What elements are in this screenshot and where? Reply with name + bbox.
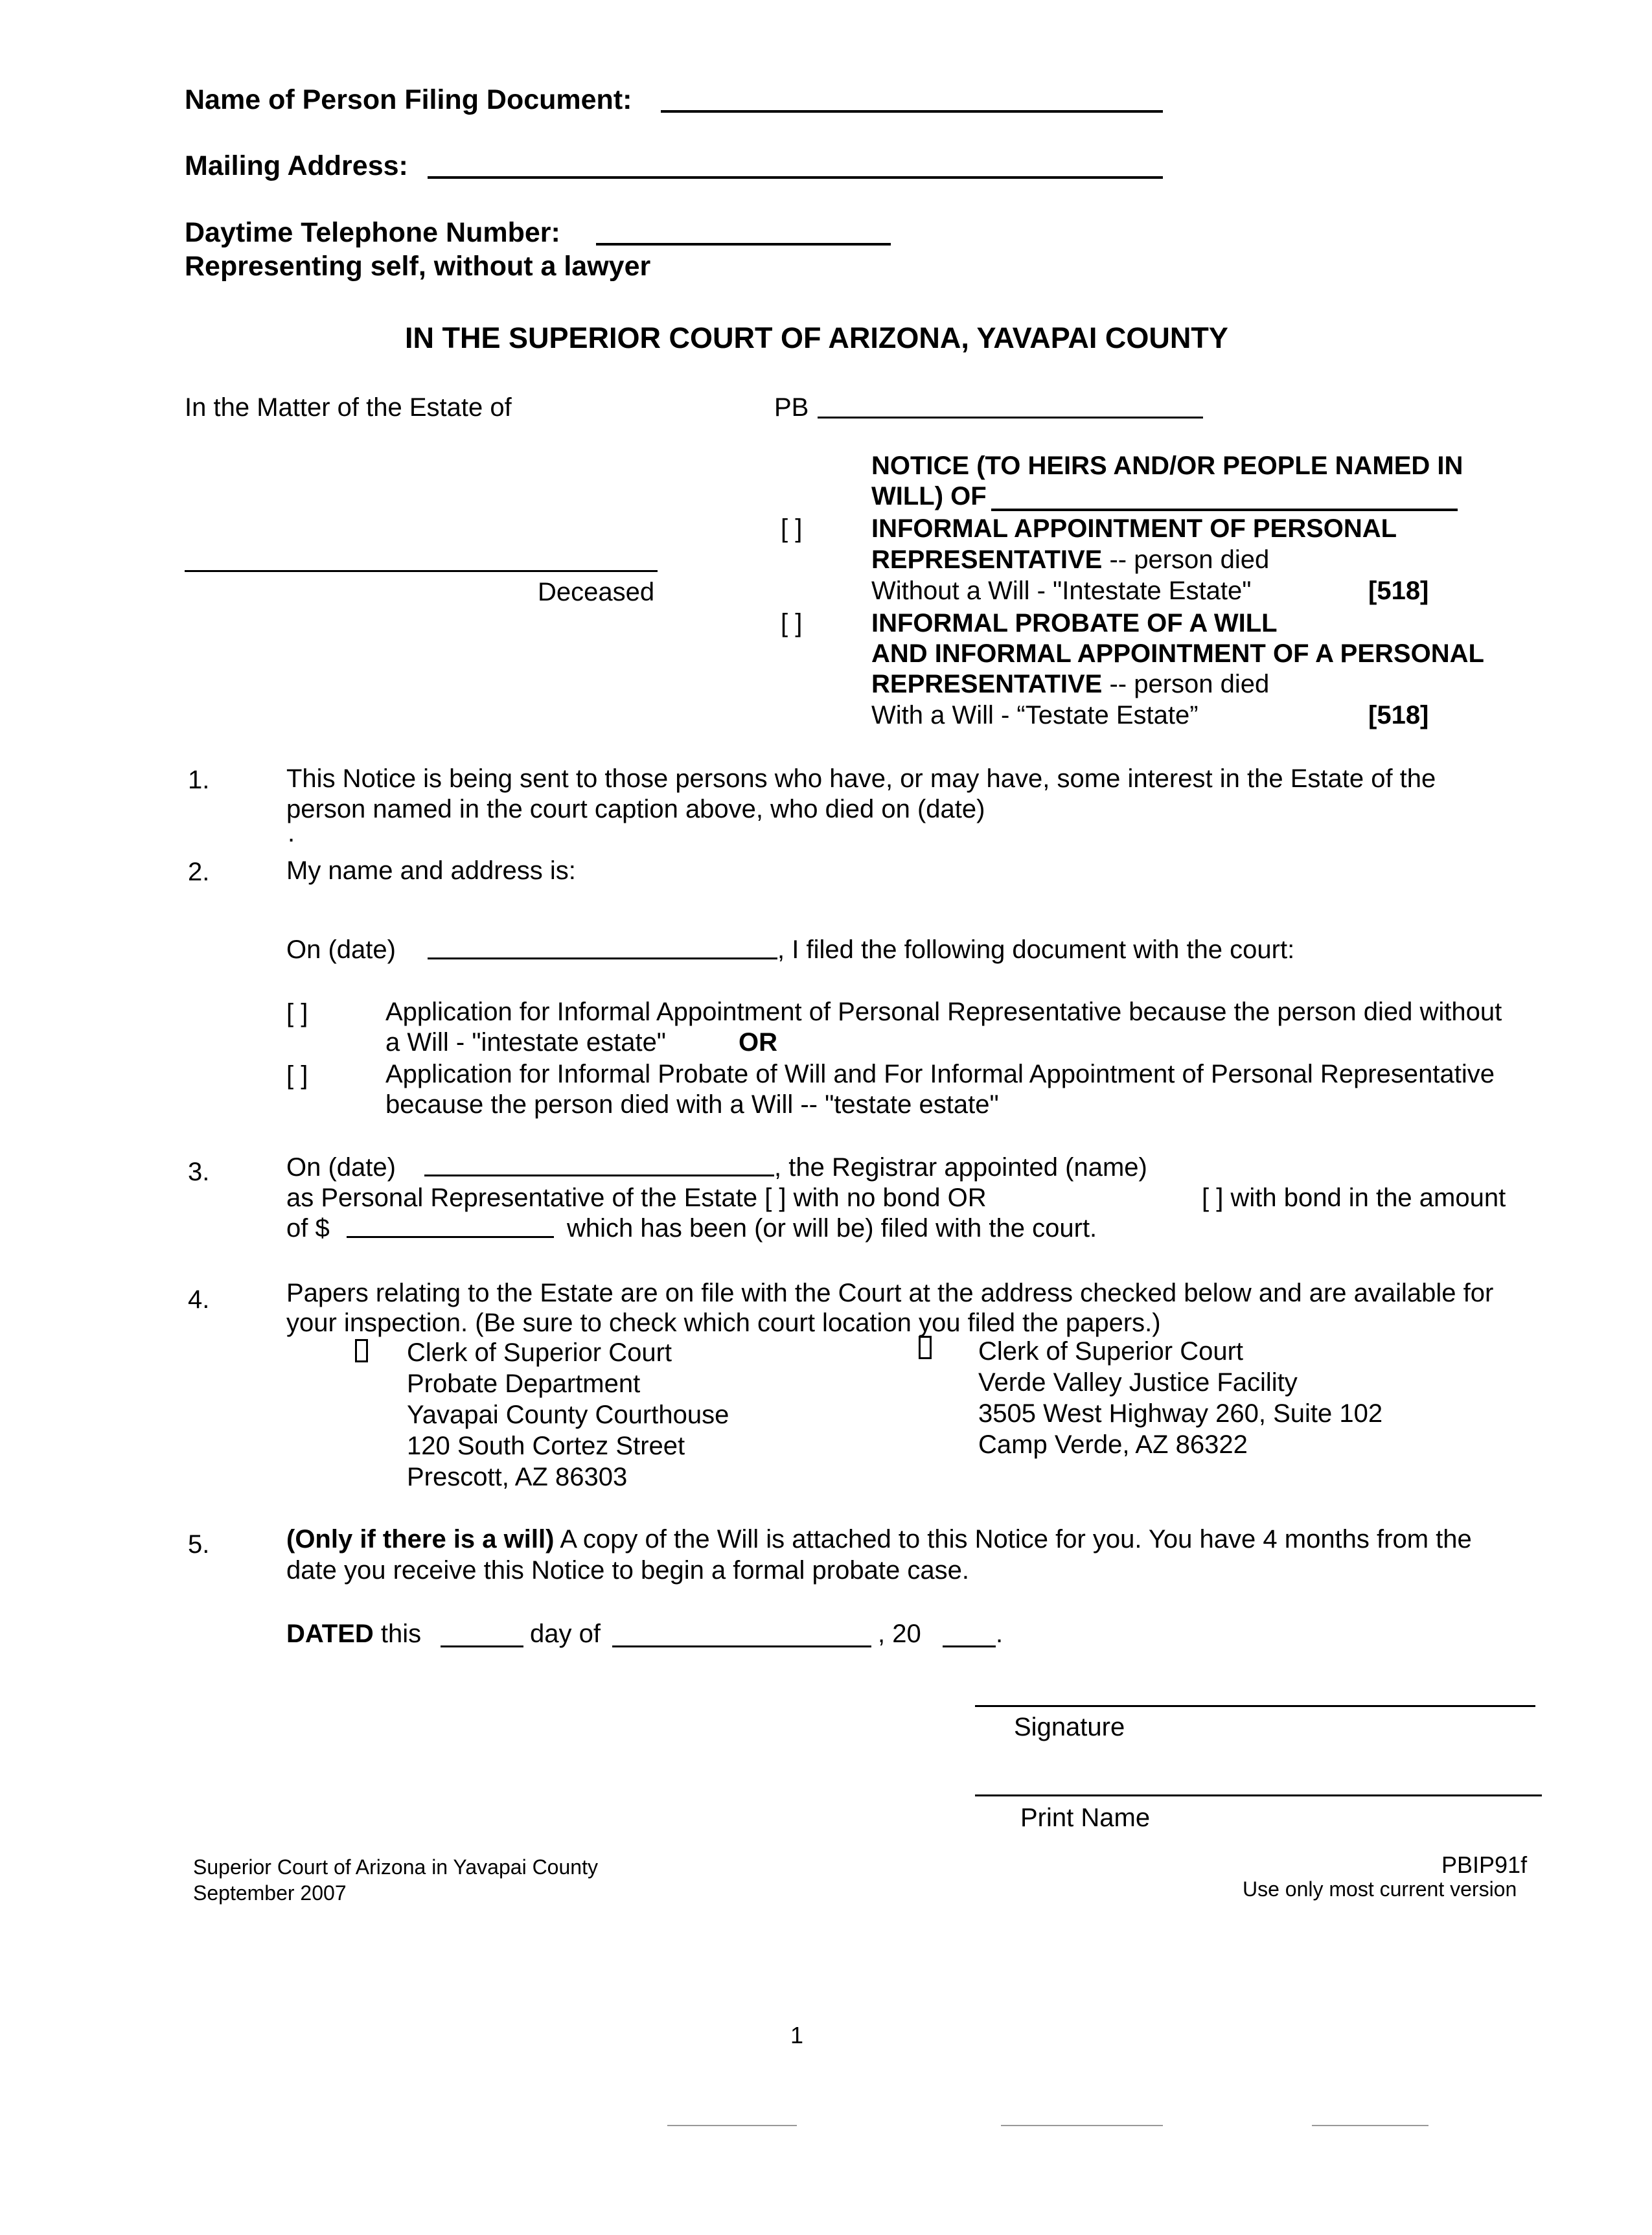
app1-text-2: a Will - "intestate estate": [385, 1028, 667, 1057]
notice-of-field[interactable]: [991, 509, 1458, 511]
item-1-text-2: person named in the court caption above, who died on (date): [286, 795, 985, 823]
notice-title-2: WILL) OF: [871, 482, 987, 510]
notice-title: NOTICE (TO HEIRS AND/OR PEOPLE NAMED IN: [871, 452, 1463, 480]
loc2-line-1: Clerk of Superior Court: [978, 1337, 1244, 1366]
item-1-text-1: This Notice is being sent to those persons who have, or may have, some interest in the Estate of the: [286, 764, 1436, 793]
dated-this: this: [373, 1620, 422, 1648]
mailing-address-label: Mailing Address:: [185, 150, 408, 181]
print-name-field[interactable]: [975, 1794, 1542, 1796]
case-number-field[interactable]: [818, 417, 1203, 418]
name-filing-label: Name of Person Filing Document:: [185, 84, 632, 115]
decedent-name-field[interactable]: [185, 570, 658, 572]
item-2-filed: , I filed the following document with the court:: [777, 935, 1295, 964]
dated-label: DATED: [286, 1620, 374, 1648]
appointed-date-field[interactable]: [424, 1175, 774, 1176]
item-3-of: of $: [286, 1214, 330, 1243]
option1-line2: [871, 544, 1269, 575]
dated-day-of: day of: [530, 1620, 601, 1648]
page-number: 1: [790, 2022, 804, 2048]
scan-mark-1: [667, 2125, 797, 2126]
loc1-line-3: Yavapai County Courthouse: [407, 1401, 729, 1429]
dated-twenty: , 20: [878, 1620, 921, 1648]
app-or: OR: [739, 1028, 777, 1057]
option2-line3: [871, 669, 1269, 700]
item-1-number: 1.: [188, 766, 210, 794]
loc2-line-3: 3505 West Highway 260, Suite 102: [978, 1399, 1383, 1428]
deceased-label: Deceased: [538, 578, 655, 606]
court-title: IN THE SUPERIOR COURT OF ARIZONA, YAVAPAI COUNTY: [405, 321, 1228, 354]
phone-field[interactable]: [596, 243, 891, 246]
self-rep-label: Representing self, without a lawyer: [185, 251, 651, 282]
option1-line3: Without a Will - "Intestate Estate": [871, 577, 1252, 605]
footer-court: Superior Court of Arizona in Yavapai County: [193, 1855, 598, 1879]
dated-day-field[interactable]: [441, 1645, 523, 1647]
item-3-bond: [ ] with bond in the amount: [1202, 1184, 1506, 1212]
item-3-text-3: which has been (or will be) filed with the court.: [567, 1214, 1097, 1243]
option1-died: -- person died: [1102, 545, 1270, 574]
signature-field[interactable]: [975, 1705, 1535, 1707]
item-5-number: 5.: [188, 1530, 210, 1559]
app2-text-2: because the person died with a Will -- "testate estate": [385, 1090, 999, 1119]
option2-died: -- person died: [1102, 670, 1270, 698]
app2-text-1: Application for Informal Probate of Will and For Informal Appointment of Personal Representative: [385, 1060, 1495, 1088]
signature-label: Signature: [1014, 1713, 1125, 1741]
app1-text-1: Application for Informal Appointment of Personal Representative because the person died without: [385, 998, 1502, 1026]
item-1-dot: .: [288, 819, 295, 847]
location-2-checkbox[interactable]: [919, 1336, 932, 1359]
item-3-registrar: , the Registrar appointed (name): [774, 1153, 1147, 1182]
item-5-rest: A copy of the Will is attached to this Notice for you. You have 4 months from the: [554, 1525, 1472, 1553]
loc1-line-4: 120 South Cortez Street: [407, 1432, 685, 1460]
option2-checkbox[interactable]: [ ]: [781, 609, 803, 637]
loc2-line-4: Camp Verde, AZ 86322: [978, 1430, 1248, 1459]
item-5-text-2: date you receive this Notice to begin a formal probate case.: [286, 1556, 969, 1585]
phone-label: Daytime Telephone Number:: [185, 217, 560, 248]
option2-code: [518]: [1368, 701, 1429, 729]
option2-line1: INFORMAL PROBATE OF A WILL: [871, 609, 1278, 637]
option1-code: [518]: [1368, 577, 1429, 605]
option1-rep: REPRESENTATIVE: [871, 545, 1103, 574]
item-4-text-2: your inspection. (Be sure to check which court location you filed the papers.): [286, 1309, 1161, 1337]
item-2-number: 2.: [188, 858, 210, 886]
form-code: PBIP91f: [1441, 1851, 1528, 1878]
item-2-text: My name and address is:: [286, 856, 576, 885]
item-4-number: 4.: [188, 1285, 210, 1314]
app2-checkbox[interactable]: [ ]: [286, 1061, 308, 1090]
name-filing-field[interactable]: [661, 110, 1163, 113]
item-3-text-2: as Personal Representative of the Estate [ ] with no bond OR: [286, 1184, 987, 1212]
dated-line: [286, 1618, 421, 1649]
loc1-line-1: Clerk of Superior Court: [407, 1338, 672, 1367]
item-3-on-date: On (date): [286, 1153, 396, 1182]
loc1-line-5: Prescott, AZ 86303: [407, 1463, 628, 1491]
dated-year-field[interactable]: [943, 1645, 996, 1647]
pb-label: PB: [774, 393, 809, 422]
dated-period: .: [996, 1620, 1004, 1648]
filed-date-field[interactable]: [428, 957, 777, 959]
footer-note: Use only most current version: [1243, 1877, 1517, 1901]
footer-date: September 2007: [193, 1881, 347, 1905]
option2-line4: With a Will - “Testate Estate”: [871, 701, 1199, 729]
item-4-text-1: Papers relating to the Estate are on file with the Court at the address checked below and are available for: [286, 1279, 1494, 1307]
bond-amount-field[interactable]: [347, 1236, 554, 1238]
mailing-address-field[interactable]: [428, 176, 1163, 179]
option1-line1: INFORMAL APPOINTMENT OF PERSONAL: [871, 514, 1397, 543]
item-2-on-date: On (date): [286, 935, 396, 964]
location-1-checkbox[interactable]: [355, 1339, 368, 1362]
option2-line2: AND INFORMAL APPOINTMENT OF A PERSONAL: [871, 639, 1484, 668]
loc1-line-2: Probate Department: [407, 1370, 641, 1398]
print-name-label: Print Name: [1020, 1804, 1151, 1832]
option2-rep: REPRESENTATIVE: [871, 670, 1103, 698]
scan-mark-2: [1001, 2125, 1163, 2126]
matter-label: In the Matter of the Estate of: [185, 393, 512, 422]
loc2-line-2: Verde Valley Justice Facility: [978, 1368, 1298, 1397]
item-3-number: 3.: [188, 1158, 210, 1186]
item-5-condition: (Only if there is a will): [286, 1525, 555, 1553]
dated-month-field[interactable]: [612, 1645, 871, 1647]
option1-checkbox[interactable]: [ ]: [781, 514, 803, 543]
scan-mark-3: [1312, 2125, 1428, 2126]
app1-checkbox[interactable]: [ ]: [286, 999, 308, 1027]
item-5-text-1: [286, 1524, 1472, 1555]
